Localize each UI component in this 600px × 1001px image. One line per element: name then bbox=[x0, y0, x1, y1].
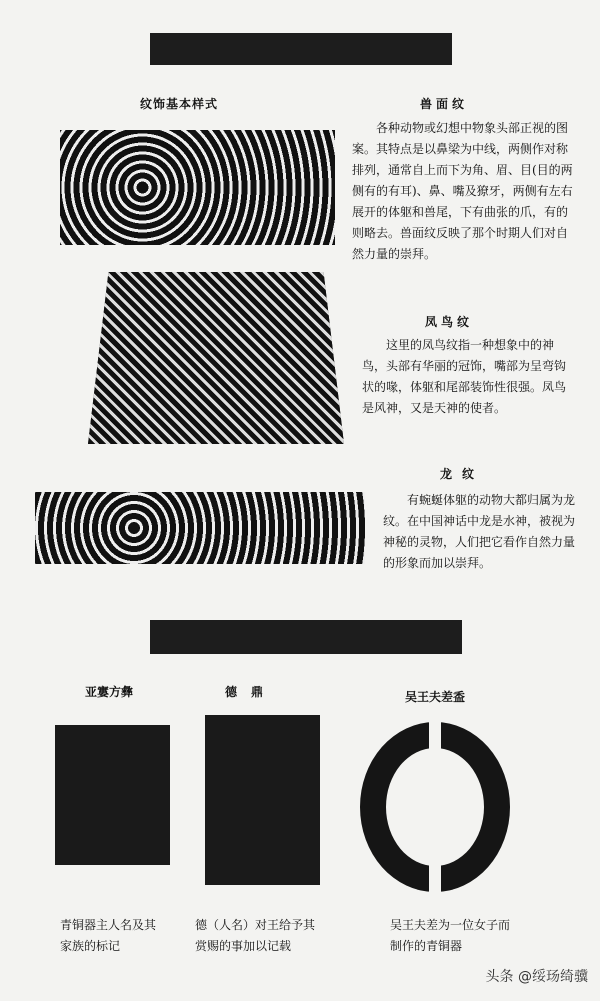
inscription-rubbing-image bbox=[205, 715, 320, 885]
phoenix-pattern-image bbox=[88, 272, 344, 444]
watermark: 头条 @绥玚绮骥 bbox=[485, 969, 588, 985]
phoenix-text: 这里的凤鸟纹指一种想象中的神鸟，头部有华丽的冠饰，嘴部为呈弯钩状的喙，体躯和尾部装饰性很强。凤鸟是风神，又是天神的使者。 bbox=[362, 338, 567, 415]
ring-inscription-image bbox=[360, 722, 510, 892]
item-caption: 青铜器主人名及其家族的标记 bbox=[60, 918, 157, 953]
phoenix-title: 凤鸟纹 bbox=[425, 315, 474, 329]
section-header-bar bbox=[150, 33, 452, 65]
section-header-bar bbox=[150, 620, 462, 654]
inscription-seal-image bbox=[55, 725, 170, 865]
item-caption: 德（人名）对王给予其赏赐的事加以记载 bbox=[195, 918, 316, 953]
beast-mask-pattern-image bbox=[60, 130, 335, 245]
dragon-title: 龙纹 bbox=[440, 467, 485, 481]
dragon-pattern-image bbox=[35, 492, 365, 564]
beast-title: 兽面纹 bbox=[420, 97, 469, 111]
beast-text: 各种动物或幻想中物象头部正视的图案。其特点是以鼻梁为中线，两侧作对称排列，通常自上而下为角、眉、目(目的两侧有的有耳)、鼻、嘴及獠牙，两侧有左右展开的体躯和兽尾，下有曲张的爪，有的则略去。兽面纹反映了那个时期人们对自然力量的崇拜。 bbox=[352, 121, 573, 261]
item-title: 德鼎 bbox=[225, 685, 278, 699]
patterns-caption: 纹饰基本样式 bbox=[140, 97, 219, 111]
item-title: 吴王夫差盉 bbox=[405, 690, 466, 704]
item-title: 亚寠方彝 bbox=[85, 685, 134, 699]
item-caption: 吴王夫差为一位女子而制作的青铜器 bbox=[390, 918, 511, 953]
dragon-text: 有蜿蜒体躯的动物大都归属为龙纹。在中国神话中龙是水神，被视为神秘的灵物，人们把它看作自然力量的形象而加以崇拜。 bbox=[383, 493, 576, 570]
